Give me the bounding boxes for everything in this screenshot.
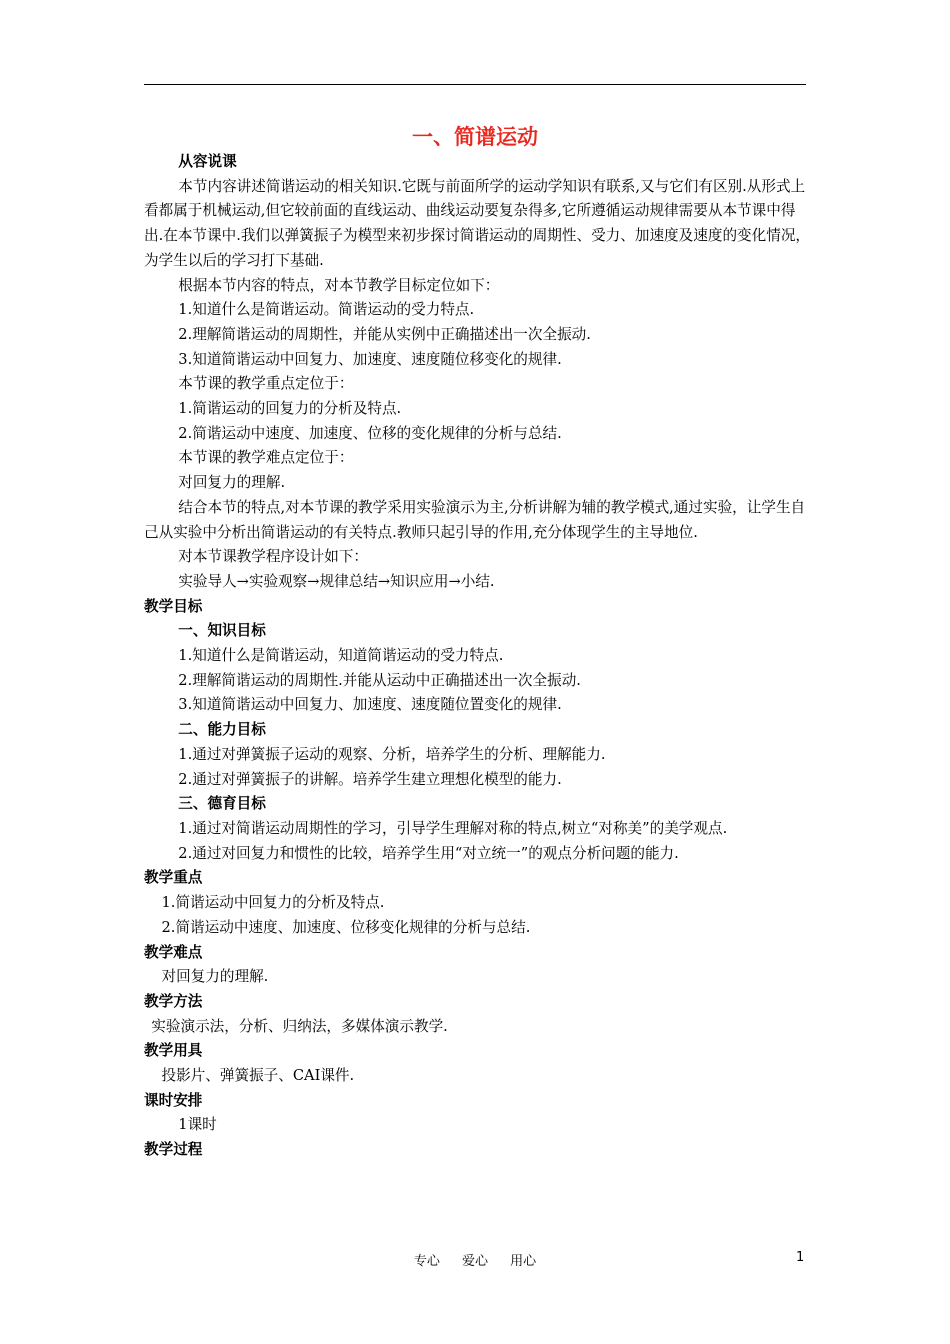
section-heading: 一、知识目标 xyxy=(178,622,266,640)
paragraph: 2.简谐运动中速度、加速度、位移变化规律的分析与总结. xyxy=(161,918,531,936)
page-title: 一、简谱运动 xyxy=(412,125,538,149)
paragraph: 1课时 xyxy=(178,1116,217,1134)
section-heading: 教学难点 xyxy=(144,943,203,961)
section-heading: 教学用具 xyxy=(144,1042,203,1060)
paragraph: 1.通过对弹簧振子运动的观察、分析，培养学生的分析、理解能力. xyxy=(178,745,606,763)
paragraph: 对回复力的理解. xyxy=(161,968,269,986)
paragraph: 投影片、弹簧振子、CAI课件. xyxy=(161,1067,355,1085)
paragraph: 3.知道简谐运动中回复力、加速度、速度随位置变化的规律. xyxy=(178,696,562,714)
paragraph: 实验导人→实验观察→规律总结→知识应用→小结. xyxy=(178,572,495,590)
paragraph: 1.简谐运动中回复力的分析及特点. xyxy=(161,894,385,912)
paragraph: 1.知道什么是简谐运动，知道简谐运动的受力特点. xyxy=(178,647,504,665)
paragraph: 1.简谐运动的回复力的分析及特点. xyxy=(178,400,402,418)
section-heading: 教学重点 xyxy=(144,869,203,887)
header-rule xyxy=(144,84,806,85)
page-number: 1 xyxy=(796,1250,805,1265)
paragraph: 根据本节内容的特点，对本节教学目标定位如下： xyxy=(178,276,500,294)
paragraph: 1.通过对简谐运动周期性的学习，引导学生理解对称的特点,树立“对称美”的美学观点. xyxy=(178,819,728,837)
paragraph: 2.通过对回复力和惯性的比较，培养学生用“对立统一”的观点分析问题的能力. xyxy=(178,844,679,862)
paragraph: 本节课的教学重点定位于： xyxy=(178,375,354,393)
paragraph: 实验演示法，分析、归纳法，多媒体演示教学. xyxy=(151,1017,448,1035)
section-heading: 从容说课 xyxy=(178,153,237,170)
paragraph: 本节课的教学难点定位于： xyxy=(178,449,354,467)
paragraph: 本节内容讲述简谐运动的相关知识.它既与前面所学的运动学知识有联系,又与它们有区别.从形式上看都属于机械运动,但它较前面的直线运动、曲线运动要复杂得多,它所遵循运动规律需要从本节课中得出.在本节课中.我们以弹簧振子为模型来初步探讨简谐运动的周期性、受力、加速度及速度的变化情况，为学生以后的学习打下基础. xyxy=(144,177,811,269)
section-heading: 二、能力目标 xyxy=(178,721,266,739)
section-heading: 课时安排 xyxy=(144,1091,203,1109)
section-heading: 教学目标 xyxy=(144,597,203,615)
paragraph: 3.知道简谐运动中回复力、加速度、速度随位移变化的规律. xyxy=(178,350,562,368)
paragraph: 2.理解简谐运动的周期性，并能从实例中正确描述出一次全振动. xyxy=(178,325,591,343)
paragraph: 2.通过对弹簧振子的讲解。培养学生建立理想化模型的能力. xyxy=(178,770,562,788)
paragraph: 对回复力的理解. xyxy=(178,474,286,492)
paragraph: 2.理解简谐运动的周期性.并能从运动中正确描述出一次全振动. xyxy=(178,671,581,689)
document-body xyxy=(144,150,810,1163)
section-heading: 三、德育目标 xyxy=(178,795,266,813)
section-heading: 教学方法 xyxy=(144,992,203,1010)
paragraph: 1.知道什么是简谐运动。简谐运动的受力特点. xyxy=(178,301,475,319)
footer-text: 专心 爱心 用心 xyxy=(413,1254,537,1269)
paragraph: 2.简谐运动中速度、加速度、位移的变化规律的分析与总结. xyxy=(178,424,562,442)
section-heading: 教学过程 xyxy=(144,1141,203,1159)
paragraph: 结合本节的特点,对本节课的教学采用实验演示为主,分析讲解为辅的教学模式,通过实验，让学生自己从实验中分析出简谐运动的有关特点.教师只起引导的作用,充分体现学生的主导地位. xyxy=(144,498,806,541)
paragraph: 对本节课教学程序设计如下： xyxy=(178,548,369,566)
